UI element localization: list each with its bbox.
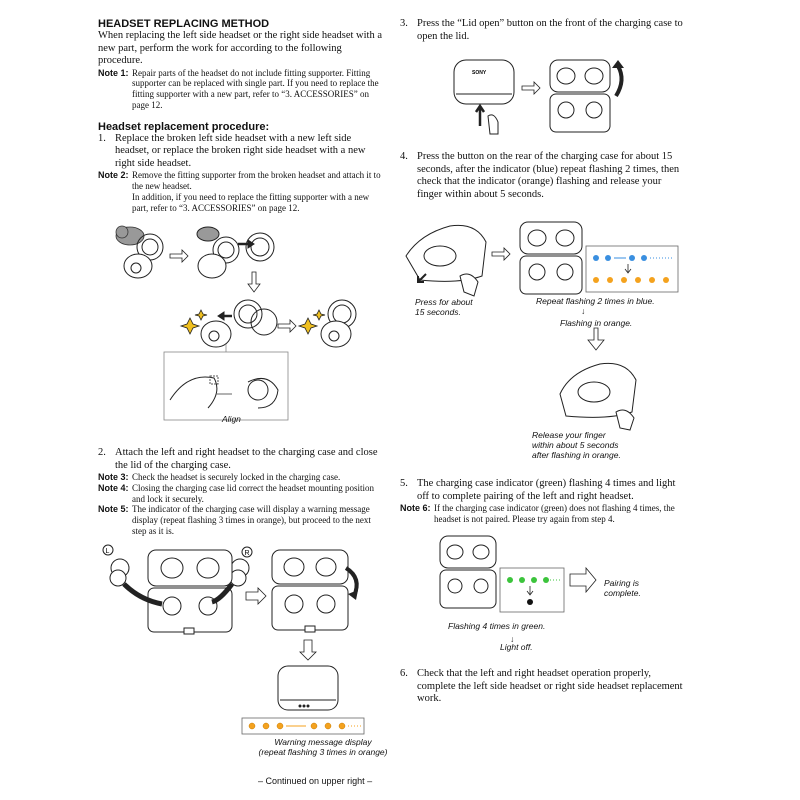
step-text: Press the “Lid open” button on the front of the charging case to open the lid. bbox=[417, 18, 683, 42]
headset-swap-figure bbox=[108, 222, 388, 432]
note-2 bbox=[98, 170, 383, 213]
left-headset-icon bbox=[110, 559, 129, 586]
step-text: Attach the left and right headset to the charging case and close the lid of the charging case. bbox=[115, 447, 378, 471]
step-text: Check that the left and right headset operation properly, complete the left side headset or right side headset replacement work. bbox=[417, 668, 683, 704]
pairing-button-figure bbox=[400, 216, 690, 436]
open-case-icon bbox=[550, 60, 610, 132]
step-2 bbox=[98, 447, 383, 472]
press-caption bbox=[415, 297, 473, 317]
intro-text: When replacing the left side headset or the right side headset with a new part, perform the work for according to the following procedure. bbox=[98, 30, 382, 66]
note-label: Note 2: bbox=[98, 170, 129, 181]
warning-caption-line1: Warning message display bbox=[274, 737, 372, 747]
note-text-2: In addition, if you need to replace the fitting supporter with a new part, refer to “3. ACCESSORIES” on page 12. bbox=[132, 191, 370, 213]
orange-caption: Flashing in orange. bbox=[560, 318, 633, 328]
note-label: Note 3: bbox=[98, 472, 129, 482]
case-closing-icon bbox=[272, 550, 348, 632]
open-case-icon bbox=[148, 550, 232, 634]
case-rear-icon bbox=[560, 363, 636, 417]
arrow-right-icon bbox=[522, 82, 540, 94]
release-caption-line2: within about 5 seconds bbox=[532, 440, 619, 450]
step-number: 3. bbox=[400, 18, 408, 29]
note-text: Closing the charging case lid correct the headset mounting position and lock it securely. bbox=[132, 482, 375, 504]
finger-icon bbox=[616, 410, 634, 430]
warning-caption bbox=[258, 737, 388, 757]
note-4 bbox=[98, 483, 383, 505]
release-caption bbox=[532, 430, 621, 460]
case-insertion-figure bbox=[100, 540, 380, 770]
step-2-block bbox=[98, 447, 383, 537]
arrow-right-icon bbox=[170, 250, 188, 262]
step-number: 2. bbox=[98, 447, 106, 458]
arrow-right-icon bbox=[492, 248, 510, 260]
assembled-headset-icon bbox=[321, 300, 356, 347]
note-5 bbox=[98, 504, 383, 536]
arrow-down-small-icon: ↓ bbox=[581, 306, 586, 316]
sony-logo: SONY bbox=[472, 70, 487, 76]
r-mark-icon: R bbox=[244, 550, 250, 557]
note-6 bbox=[400, 503, 685, 525]
note-text: Check the headset is securely locked in the charging case. bbox=[132, 472, 341, 482]
blue-caption: Repeat flashing 2 times in blue. bbox=[536, 296, 655, 306]
pairing-caption-line1: Pairing is bbox=[604, 578, 639, 588]
note-label: Note 6: bbox=[400, 503, 431, 513]
indicator-strip bbox=[500, 568, 564, 612]
continued-note: – Continued on upper right – bbox=[258, 776, 373, 786]
l-mark-icon: L bbox=[105, 548, 110, 555]
damage-cloud-icon bbox=[116, 226, 144, 245]
new-headset-icon bbox=[201, 300, 277, 347]
step-5 bbox=[400, 478, 685, 503]
arrow-right-icon bbox=[246, 588, 266, 604]
case-rear-icon bbox=[406, 225, 486, 281]
open-case-icon bbox=[520, 222, 582, 294]
light-off-icon bbox=[527, 599, 533, 605]
note-label: Note 4: bbox=[98, 482, 129, 493]
indicator-strip bbox=[586, 246, 678, 292]
left-column bbox=[98, 18, 383, 213]
note-3 bbox=[98, 472, 383, 483]
step-6 bbox=[400, 668, 685, 706]
note-1 bbox=[98, 68, 383, 111]
arrow-up-icon bbox=[476, 106, 484, 126]
closed-case-icon bbox=[454, 60, 514, 104]
pairing-caption-line2: complete. bbox=[604, 588, 641, 598]
lid-open-figure bbox=[450, 56, 650, 146]
release-caption-line3: after flashing in orange. bbox=[532, 450, 621, 460]
open-case-icon bbox=[440, 536, 496, 608]
step-number: 4. bbox=[400, 151, 408, 162]
note-text: The indicator of the charging case will display a warning message display (repeat flashing 3 times in orange), but proceed to the next step as it is. bbox=[132, 504, 371, 536]
note-text: Repair parts of the headset do not include fitting supporter. Fitting supporter can be replaced with single part. If you need to replace the fitting supporter with a new part, refer to “3. ACCESSORIES” on page 12. bbox=[132, 67, 379, 110]
step-text: The charging case indicator (green) flashing 4 times and light off to complete pairing of the left and right headset. bbox=[417, 478, 676, 502]
procedure-title: Headset replacement procedure: bbox=[98, 120, 270, 133]
step-1 bbox=[98, 133, 383, 171]
note-text: Remove the fitting supporter from the broken headset and attach it to the new headset. bbox=[132, 170, 381, 191]
closed-case-icon bbox=[278, 666, 338, 710]
press-caption-line2: 15 seconds. bbox=[415, 307, 461, 317]
step-number: 5. bbox=[400, 478, 408, 489]
step-number: 6. bbox=[400, 668, 408, 679]
lightoff-caption: Light off. bbox=[500, 642, 533, 652]
arrow-right-icon bbox=[278, 320, 296, 332]
note-text: If the charging case indicator (green) does not flashing 4 times, the headset is not paired. Please try again from step 4. bbox=[434, 503, 675, 524]
step-4 bbox=[400, 151, 685, 201]
step-3 bbox=[400, 18, 685, 43]
arrow-down-icon bbox=[300, 640, 316, 660]
step-number: 1. bbox=[98, 132, 106, 144]
finger-icon bbox=[488, 115, 498, 134]
warning-caption-line2: (repeat flashing 3 times in orange) bbox=[258, 747, 388, 757]
step-text: Press the button on the rear of the charging case for about 15 seconds, after the indicator (blue) repeat flashing 2 times, then check that the indicator (orange) flashing and release your finger within about 5 seconds. bbox=[417, 151, 680, 200]
section-title: HEADSET REPLACING METHOD bbox=[98, 18, 270, 30]
arrow-down-icon bbox=[588, 328, 604, 350]
step-text: Replace the broken left side headset with a new left side headset, or replace the broken right side headset with a new right side headset. bbox=[115, 132, 366, 169]
green-caption: Flashing 4 times in green. bbox=[448, 621, 546, 631]
arrow-right-icon bbox=[570, 568, 596, 592]
note-label: Note 1: bbox=[98, 67, 129, 78]
pairing-caption bbox=[604, 578, 641, 598]
arrow-down-small-icon: ↓ bbox=[510, 634, 515, 644]
release-caption-line1: Release your finger bbox=[532, 430, 606, 440]
arrow-down-icon bbox=[248, 272, 260, 292]
headset-removal-icon bbox=[197, 227, 274, 278]
align-caption: Align bbox=[222, 414, 241, 424]
right-headset-icon bbox=[230, 559, 249, 586]
press-caption-line1: Press for about bbox=[415, 297, 473, 307]
step-5-block bbox=[400, 478, 685, 525]
note-label: Note 5: bbox=[98, 504, 129, 515]
